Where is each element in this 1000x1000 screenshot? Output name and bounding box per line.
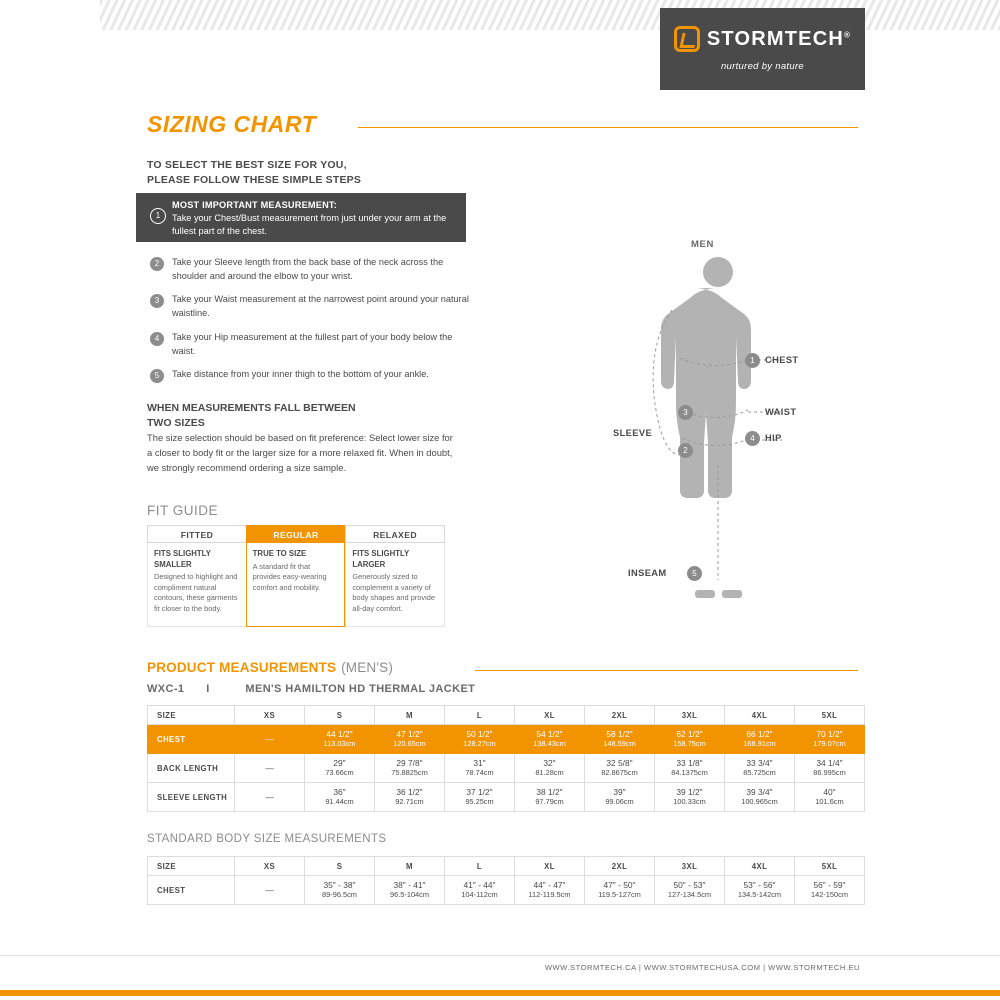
cell-value-imperial: 38 1/2" <box>536 787 563 797</box>
standard-cell-chest-l <box>445 876 515 905</box>
standard-header-5xl: 5XL <box>795 857 865 876</box>
table-row-chest <box>148 725 865 754</box>
cell-value-metric: 158.75cm <box>673 739 706 748</box>
cell-value-imperial: 39 1/2" <box>676 787 703 797</box>
cell-value-metric: 179.07cm <box>813 739 846 748</box>
fit-guide-regular-body: A standard fit that provides easy-wearing comfort and mobility. <box>252 561 327 592</box>
fit-guide-table <box>147 525 445 627</box>
cell-value-metric: 85.725cm <box>743 768 776 777</box>
step-4-body: Take your Hip measurement at the fullest part of your body below the waist. <box>172 332 453 356</box>
cell-value-imperial: 44" - 47" <box>533 880 566 890</box>
fit-guide-regular-title: TRUE TO SIZE <box>252 549 307 558</box>
cell-back-m <box>375 754 445 783</box>
intro-line-1: TO SELECT THE BEST SIZE FOR YOU, <box>147 159 347 171</box>
fit-guide-cell-relaxed <box>345 543 445 627</box>
callout-label-chest: CHEST <box>765 355 799 365</box>
between-sizes-heading-line-1: WHEN MEASUREMENTS FALL BETWEEN <box>147 402 356 414</box>
standard-header-3xl: 3XL <box>655 857 725 876</box>
figure-gender-label: MEN <box>691 239 714 250</box>
callout-dot-chest: 1 <box>745 353 760 368</box>
cell-value-imperial: 29" <box>333 758 346 768</box>
cell-value-imperial: 38" - 41" <box>393 880 426 890</box>
cell-value-imperial: 50 1/2" <box>466 729 493 739</box>
cell-value-metric: 104-112cm <box>461 890 498 899</box>
standard-header-4xl: 4XL <box>725 857 795 876</box>
product-measurements-table <box>147 705 865 812</box>
cell-back-s <box>305 754 375 783</box>
cell-value-imperial: 33 1/8" <box>676 758 703 768</box>
cell-chest-l <box>445 725 515 754</box>
standard-cell-chest-4xl <box>725 876 795 905</box>
cell-value-metric: 82.8675cm <box>601 768 638 777</box>
product-measurements-title-suffix: (MEN'S) <box>341 660 394 675</box>
product-header-m: M <box>375 706 445 725</box>
step-2-number: 2 <box>150 257 164 271</box>
cell-value-imperial: 36 1/2" <box>396 787 423 797</box>
callout-label-hip: HIP <box>765 433 782 443</box>
product-title-divider <box>475 670 858 671</box>
fit-guide-header-regular[interactable]: REGULAR <box>246 525 345 543</box>
callout-label-inseam: INSEAM <box>628 568 667 578</box>
fit-guide-cell-regular <box>246 543 346 627</box>
row-label-back-length: BACK LENGTH <box>148 754 235 783</box>
page-title: SIZING CHART <box>147 111 317 137</box>
product-measurements-title-main: PRODUCT MEASUREMENTS <box>147 660 337 675</box>
cell-back-2xl <box>585 754 655 783</box>
style-code: WXC-1 <box>147 683 185 695</box>
cell-value-metric: 100.33cm <box>673 797 706 806</box>
product-header-size: SIZE <box>148 706 235 725</box>
fit-guide-relaxed-body: Generously sized to complement a variety of body shapes and provide all-day comfort. <box>352 572 435 613</box>
row-label-chest: CHEST <box>148 725 235 754</box>
cell-value-imperial: 37 1/2" <box>466 787 493 797</box>
cell-value-metric: 81.28cm <box>535 768 564 777</box>
step-5-body: Take distance from your inner thigh to the bottom of your ankle. <box>172 369 429 379</box>
step-3-body: Take your Waist measurement at the narrowest point around your natural waistline. <box>172 294 469 318</box>
cell-value-imperial: 62 1/2" <box>676 729 703 739</box>
between-sizes-heading-line-2: TWO SIZES <box>147 417 205 429</box>
cell-sleeve-4xl <box>725 783 795 812</box>
standard-header-xs: XS <box>235 857 305 876</box>
cell-chest-2xl <box>585 725 655 754</box>
fit-guide-header-fitted[interactable]: FITTED <box>147 525 246 543</box>
product-header-s: S <box>305 706 375 725</box>
fit-guide-title: FIT GUIDE <box>147 503 219 518</box>
standard-header-m: M <box>375 857 445 876</box>
standard-body-title: STANDARD BODY SIZE MEASUREMENTS <box>147 833 387 845</box>
cell-value-metric: 119.5-127cm <box>598 890 641 899</box>
standard-table-row-chest <box>148 876 865 905</box>
cell-chest-5xl <box>795 725 865 754</box>
step-1-heading: MOST IMPORTANT MEASUREMENT: <box>172 200 337 210</box>
cell-value-metric: 99.06cm <box>605 797 634 806</box>
standard-cell-chest-5xl <box>795 876 865 905</box>
cell-value-metric: 97.79cm <box>535 797 564 806</box>
cell-value-imperial: 29 7/8" <box>396 758 423 768</box>
fit-guide-header-relaxed[interactable]: RELAXED <box>345 525 445 543</box>
brand-tagline: nurtured by nature <box>720 61 805 72</box>
cell-value-imperial: 36" <box>333 787 346 797</box>
standard-header-s: S <box>305 857 375 876</box>
footer-divider <box>0 955 1000 956</box>
callout-dot-inseam: 5 <box>687 566 702 581</box>
product-header-5xl: 5XL <box>795 706 865 725</box>
product-header-3xl: 3XL <box>655 706 725 725</box>
cell-back-5xl <box>795 754 865 783</box>
cell-back-4xl <box>725 754 795 783</box>
style-separator: I <box>206 683 210 695</box>
cell-chest-xl <box>515 725 585 754</box>
fit-guide-fitted-body: Designed to highlight and compliment natural contours, these garments fit closer to the body. <box>154 572 238 613</box>
cell-value-imperial: 53" - 56" <box>743 880 776 890</box>
fit-guide-body-row <box>147 543 445 627</box>
standard-cell-chest-s <box>305 876 375 905</box>
cell-value-imperial: 58 1/2" <box>606 729 633 739</box>
cell-value-metric: 100.965cm <box>741 797 778 806</box>
cell-value-imperial: — <box>265 734 274 744</box>
cell-value-imperial: 70 1/2" <box>816 729 843 739</box>
cell-value-metric: 112-119.5cm <box>528 890 571 899</box>
cell-value-metric: 142-150cm <box>811 890 848 899</box>
cell-value-imperial: — <box>265 885 274 895</box>
style-line <box>147 683 475 695</box>
step-4-number: 4 <box>150 332 164 346</box>
row-label-sleeve-length: SLEEVE LENGTH <box>148 783 235 812</box>
cell-back-3xl <box>655 754 725 783</box>
cell-value-metric: 101.6cm <box>815 797 844 806</box>
cell-value-imperial: 34 1/4" <box>816 758 843 768</box>
cell-value-metric: 128.27cm <box>463 739 496 748</box>
step-5-number: 5 <box>150 369 164 383</box>
standard-header-2xl: 2XL <box>585 857 655 876</box>
cell-back-l <box>445 754 515 783</box>
cell-value-imperial: 47" - 50" <box>603 880 636 890</box>
cell-chest-3xl <box>655 725 725 754</box>
cell-back-xl <box>515 754 585 783</box>
cell-value-imperial: 31" <box>473 758 486 768</box>
cell-value-metric: 168.91cm <box>743 739 776 748</box>
product-header-xs: XS <box>235 706 305 725</box>
cell-value-imperial: 35" - 38" <box>323 880 356 890</box>
cell-value-metric: 89-96.5cm <box>322 890 357 899</box>
footer-links[interactable]: WWW.STORMTECH.CA | WWW.STORMTECHUSA.COM | WWW.STORMTECH.EU <box>544 963 860 972</box>
callout-dot-waist: 3 <box>678 405 693 420</box>
step-1 <box>136 193 466 242</box>
cell-value-metric: 138.43cm <box>533 739 566 748</box>
cell-value-imperial: — <box>265 792 274 802</box>
cell-value-metric: 84.1375cm <box>671 768 708 777</box>
standard-body-table <box>147 856 865 905</box>
cell-value-imperial: 44 1/2" <box>326 729 353 739</box>
cell-sleeve-s <box>305 783 375 812</box>
cell-sleeve-l <box>445 783 515 812</box>
cell-sleeve-3xl <box>655 783 725 812</box>
table-row-sleeve-length <box>148 783 865 812</box>
fit-guide-fitted-title: FITS SLIGHTLY SMALLER <box>154 549 211 569</box>
stormtech-logo <box>660 8 865 90</box>
cell-value-imperial: 39" <box>613 787 626 797</box>
standard-header-size: SIZE <box>148 857 235 876</box>
cell-value-imperial: 41" - 44" <box>463 880 496 890</box>
cell-value-metric: 92.71cm <box>395 797 424 806</box>
product-table-header-row <box>148 706 865 725</box>
step-1-number: 1 <box>150 208 166 224</box>
intro-text <box>147 158 567 188</box>
step-2-body: Take your Sleeve length from the back base of the neck across the shoulder and around the elbow to your wrist. <box>172 257 444 281</box>
cell-back-xs <box>235 754 305 783</box>
cell-value-imperial: 39 3/4" <box>746 787 773 797</box>
step-3-number: 3 <box>150 294 164 308</box>
bottom-accent-bar <box>0 990 1000 996</box>
product-header-xl: XL <box>515 706 585 725</box>
style-name: MEN'S HAMILTON HD THERMAL JACKET <box>245 683 476 695</box>
brand-name: STORMTECH® <box>706 27 852 50</box>
top-hatched-band <box>100 0 1000 30</box>
cell-value-metric: 127-134.5cm <box>667 890 712 899</box>
cell-value-metric: 113.03cm <box>323 739 356 748</box>
standard-cell-chest-m <box>375 876 445 905</box>
fit-guide-header-row <box>147 525 445 543</box>
cell-chest-s <box>305 725 375 754</box>
callout-label-sleeve: SLEEVE <box>613 428 653 438</box>
standard-cell-chest-3xl <box>655 876 725 905</box>
stormtech-s-icon <box>674 26 700 52</box>
callout-label-waist: WAIST <box>765 407 797 417</box>
cell-value-imperial: — <box>265 763 274 773</box>
table-row-back-length <box>148 754 865 783</box>
intro-line-2: PLEASE FOLLOW THESE SIMPLE STEPS <box>147 174 362 186</box>
cell-value-metric: 134.5-142cm <box>737 890 782 899</box>
cell-value-imperial: 50" - 53" <box>673 880 706 890</box>
cell-value-imperial: 33 3/4" <box>746 758 773 768</box>
callout-dot-hip: 4 <box>745 431 760 446</box>
cell-sleeve-2xl <box>585 783 655 812</box>
cell-chest-4xl <box>725 725 795 754</box>
fit-guide-relaxed-title: FITS SLIGHTLY LARGER <box>352 549 410 569</box>
cell-value-imperial: 32" <box>543 758 556 768</box>
between-sizes-body: The size selection should be based on fit preference: Select lower size for a closer to body fit or the larger size for a more relaxed fit. When in doubt, we strongly recommend ordering a size sample. <box>147 432 453 473</box>
step-1-body: Take your Chest/Bust measurement from just under your arm at the fullest part of the chest. <box>172 213 447 236</box>
cell-value-imperial: 40" <box>823 787 836 797</box>
cell-value-metric: 148.59cm <box>603 739 636 748</box>
cell-value-metric: 78.74cm <box>465 768 494 777</box>
cell-value-imperial: 47 1/2" <box>396 729 423 739</box>
cell-value-metric: 96.5-104cm <box>389 890 430 899</box>
callout-dot-sleeve: 2 <box>678 443 693 458</box>
fit-guide-cell-fitted <box>147 543 246 627</box>
registered-mark: ® <box>844 29 852 39</box>
cell-value-metric: 120.65cm <box>393 739 426 748</box>
cell-value-imperial: 54 1/2" <box>536 729 563 739</box>
standard-cell-chest-xl <box>515 876 585 905</box>
title-divider <box>358 127 858 128</box>
standard-header-l: L <box>445 857 515 876</box>
cell-value-metric: 95.25cm <box>465 797 494 806</box>
standard-cell-chest-xs <box>235 876 305 905</box>
product-header-l: L <box>445 706 515 725</box>
cell-value-metric: 86.995cm <box>813 768 846 777</box>
male-body-figure <box>600 250 920 630</box>
cell-chest-xs <box>235 725 305 754</box>
product-header-4xl: 4XL <box>725 706 795 725</box>
standard-header-xl: XL <box>515 857 585 876</box>
standard-row-label-chest: CHEST <box>148 876 235 905</box>
logo-row <box>674 26 851 52</box>
cell-sleeve-xs <box>235 783 305 812</box>
cell-sleeve-xl <box>515 783 585 812</box>
cell-value-metric: 91.44cm <box>325 797 354 806</box>
standard-body-header-row <box>148 857 865 876</box>
cell-value-metric: 75.8825cm <box>391 768 428 777</box>
between-sizes-heading <box>147 401 447 431</box>
cell-value-imperial: 32 5/8" <box>606 758 633 768</box>
standard-cell-chest-2xl <box>585 876 655 905</box>
product-measurements-title <box>147 658 393 677</box>
cell-sleeve-m <box>375 783 445 812</box>
cell-value-metric: 73.66cm <box>325 768 354 777</box>
cell-value-imperial: 56" - 59" <box>813 880 846 890</box>
product-header-2xl: 2XL <box>585 706 655 725</box>
cell-chest-m <box>375 725 445 754</box>
cell-sleeve-5xl <box>795 783 865 812</box>
cell-value-imperial: 66 1/2" <box>746 729 773 739</box>
